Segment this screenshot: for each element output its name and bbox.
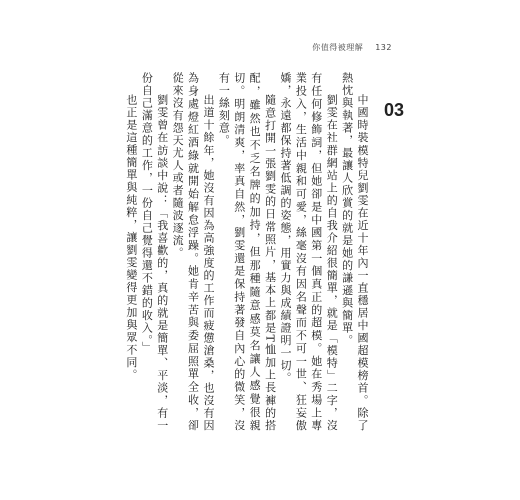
page-number: 132 — [375, 43, 392, 52]
paragraph: 劉雯曾在訪談中說：「我喜歡的，真的就是簡單、平淡，有一份自己滿意的工作，一份自己覺得還不錯的收入。」 — [140, 72, 169, 432]
paragraph: 劉雯在社群網站上的自我介紹很簡單，就是「模特」二字，沒有任何修飾詞，但她卻是中國第一個真正的超模。她在秀場上專業投入，生活中親和可愛，絲毫沒有因名聲而不可一世、狂妄傲嬌，永遠都保持著低調的姿態，用實力與成績證明一切。 — [278, 72, 339, 432]
paragraph: 隨意打開一張劉雯的日常照片，基本上都是T恤加上長褲的搭配，雖然也不乏名牌的加持，但那種隨意感莫名讓人感覺很親切。明朗清爽，率真自然，劉雯還是保持著發自內心的微笑，沒有一絲刻意。 — [217, 72, 277, 432]
book-title: 你值得被理解 — [312, 43, 364, 52]
body-text — [124, 72, 371, 432]
running-header — [312, 42, 392, 53]
paragraph: 出道十餘年，她沒有因為高強度的工作而疲憊滄桑，也沒有因為身處燈紅酒綠就開始解怠浮躁。她肯辛苦與委屈照單全收，卻從來沒有怨天尤人或者隨波逐流。 — [171, 72, 215, 432]
paragraph: 也正是這種簡單與純粹，讓劉雯變得更加與眾不同。 — [124, 94, 138, 382]
chapter-number: 03 — [384, 100, 405, 120]
paragraph: 中國時裝模特兒劉雯在近十年內一直穩居中國超模榜首。除了熱忱與執著，最讓人欣賞的就是她的謙遜與簡單。 — [340, 72, 369, 432]
